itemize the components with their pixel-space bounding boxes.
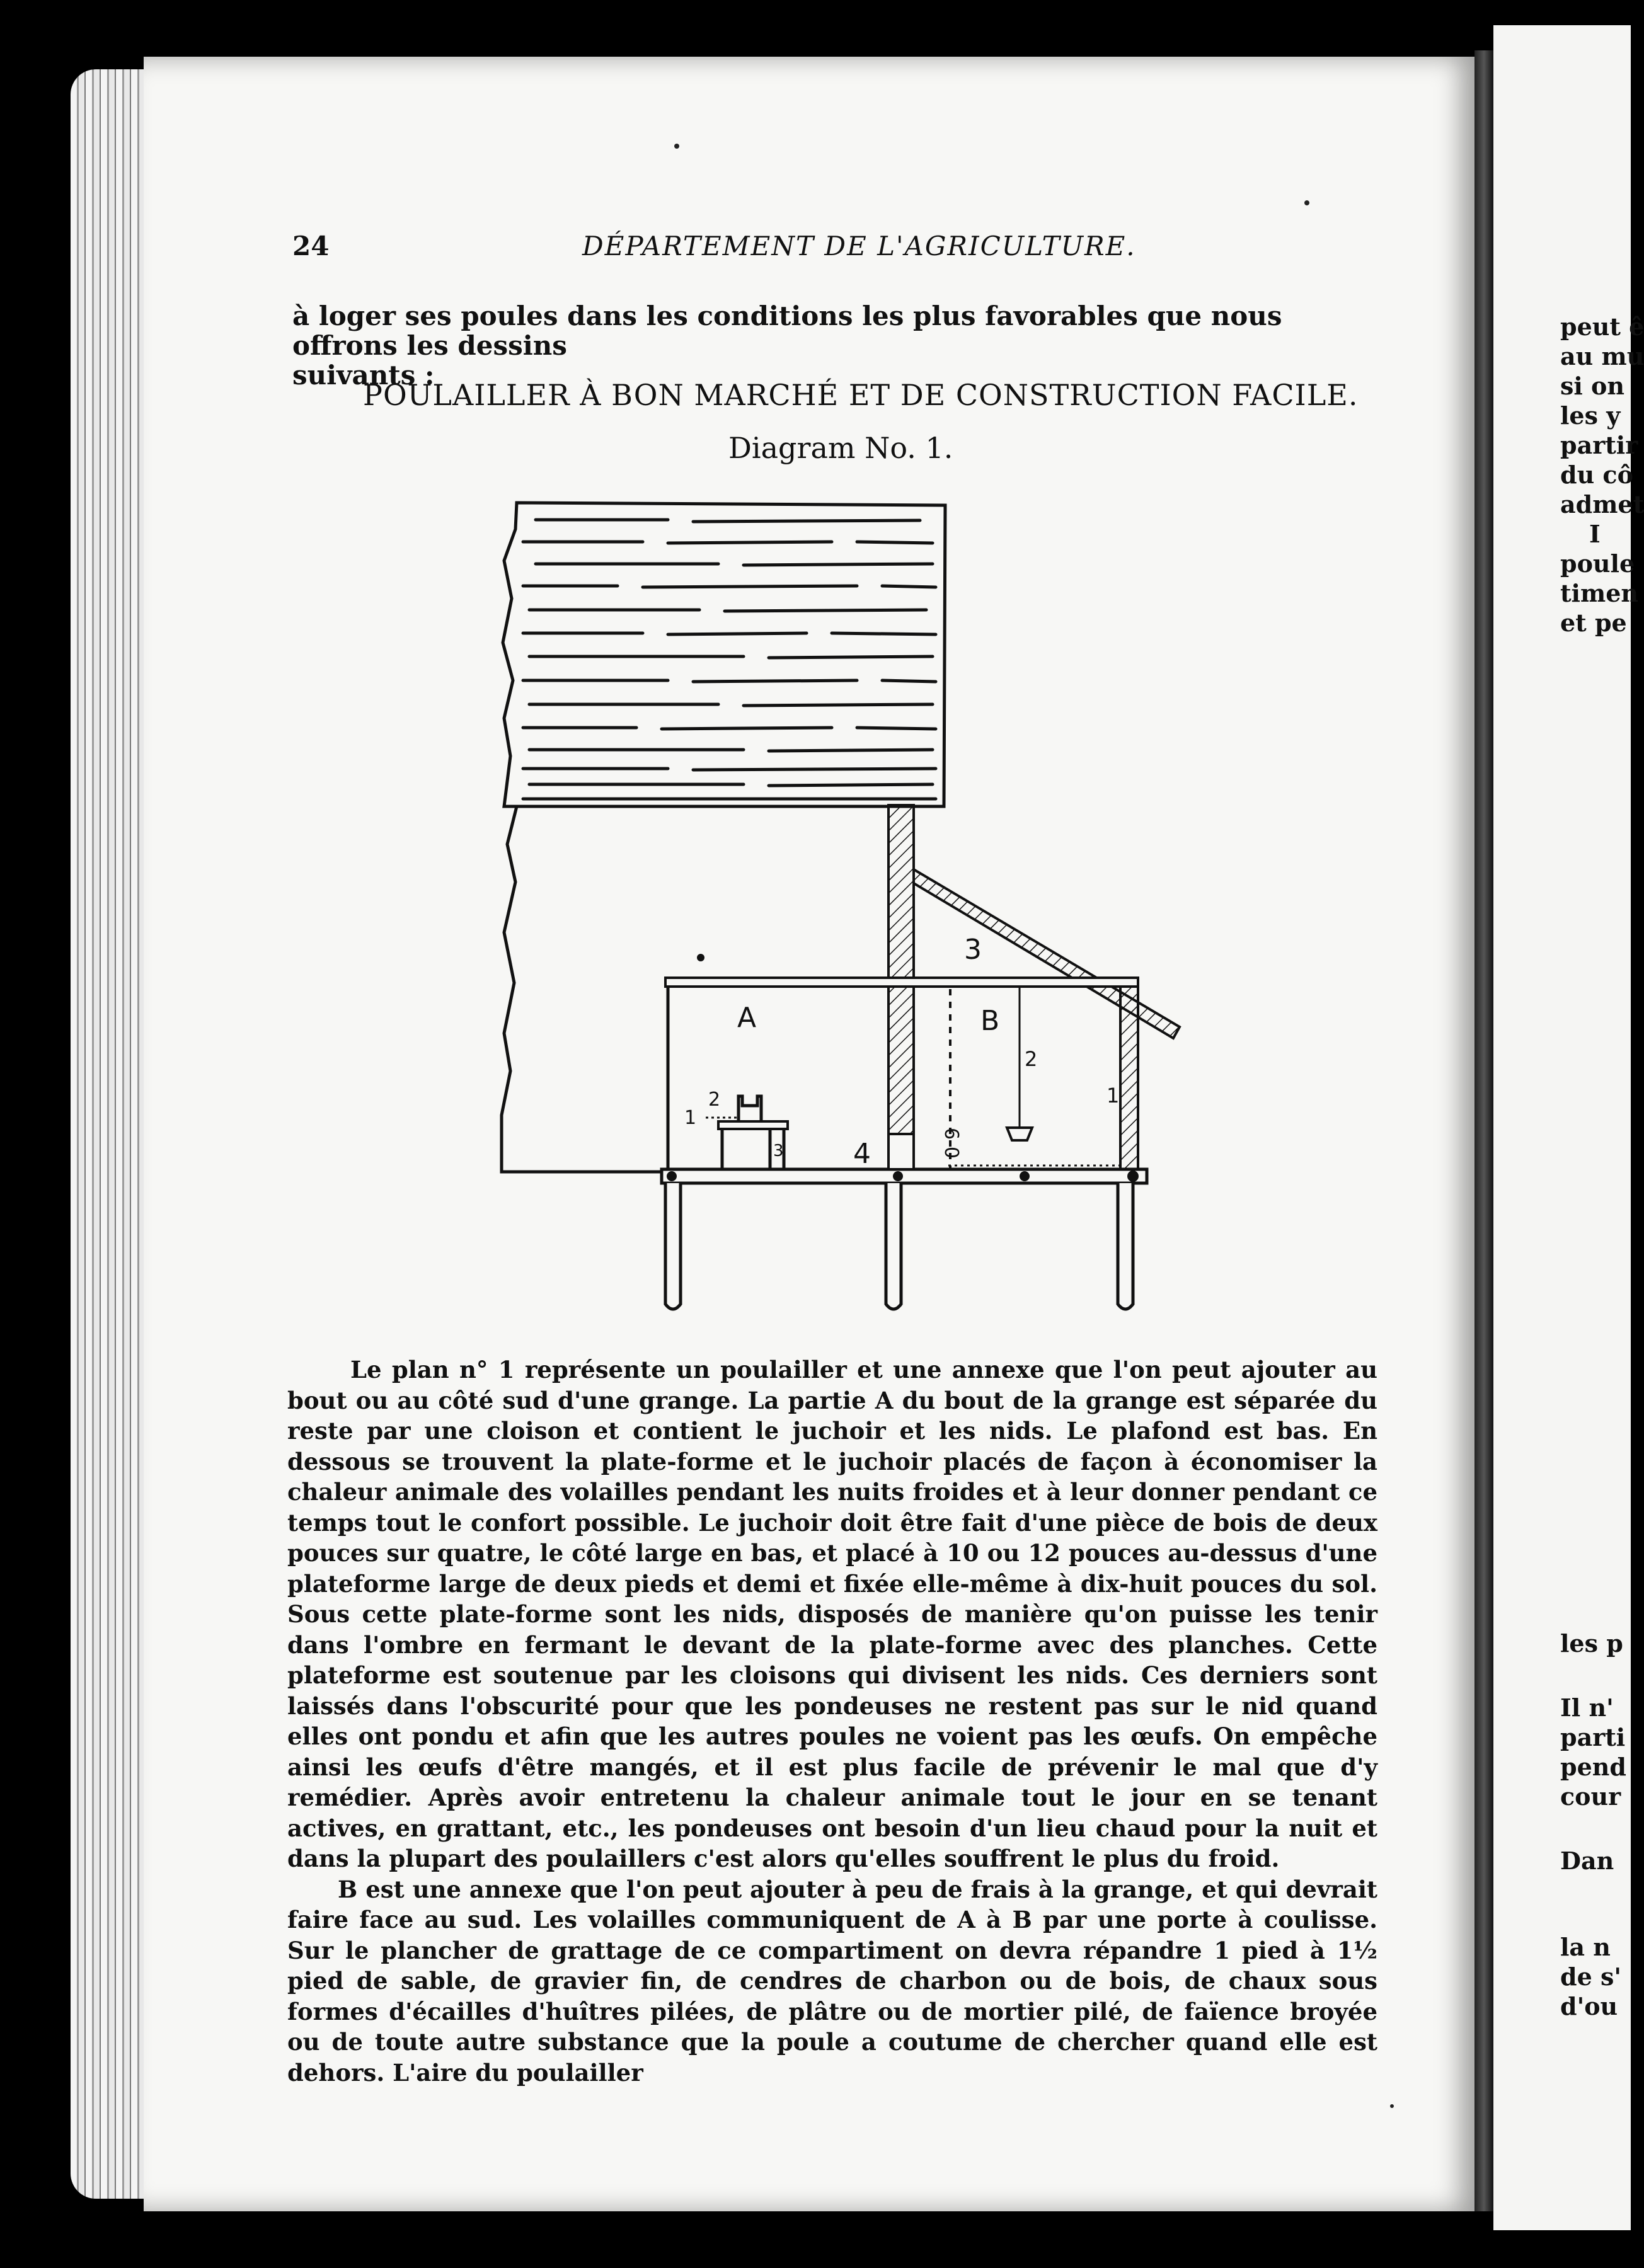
right-page-text-top	[1560, 312, 1644, 638]
dimension-label: 6-0	[940, 1128, 962, 1159]
right-line: au mu	[1560, 342, 1644, 370]
ceiling	[665, 978, 1138, 987]
right-line: partir	[1560, 431, 1638, 459]
right-line: de s'	[1560, 1962, 1622, 1991]
label-4: 4	[853, 1138, 871, 1170]
diagram-svg	[479, 491, 1197, 1329]
body-text	[287, 1354, 1377, 2088]
right-line: peut ê	[1560, 312, 1644, 341]
right-line: Il n'	[1560, 1693, 1614, 1722]
label-2-left: 2	[708, 1089, 721, 1111]
intro-line: à loger ses poules dans les conditions les plus favorables que nous offrons les dessins	[292, 301, 1282, 361]
page-number: 24	[292, 231, 330, 261]
paragraph: Le plan n° 1 représente un poulailler et une annexe que l'on peut ajouter au bout ou au côté sud d'une grange. La partie A du bout de la grange est séparée du reste par une cloison et contient le juchoir et les nids. Le plafond est bas. En dessous se trouvent la plate-forme et le juchoir placés de façon à économiser la chaleur animale des volailles pendant les nuits froides et à leur donner pendant ce temps tout le confort possible. Le juchoir doit être fait d'une pièce de bois de deux pouces sur quatre, le côté large en bas, et placé à 10 ou 12 pouces au-dessus d'une plateforme large de deux pieds et demi et fixée elle-même à dix-huit pouces du sol. Sous cette plate-forme sont les nids, disposés de manière qu'on puisse les tenir dans l'ombre en fermant le devant de la plate-forme avec des planches. Cette plateforme est soutenue par les cloisons qui divisent les nids. Ces derniers sont laissés dans l'obscurité pour que les pondeuses ne restent pas sur le nid quand elles ont pondu et afin que les autres poules ne voient pas les œufs. On empêche ainsi les œufs d'être mangés, et il est plus facile de prévenir le mal que d'y remédier. Après avoir entretenu la chaleur animale tout le jour en se tenant actives, en grattant, etc., les pondeuses ont besoin d'un lieu chaud pour la nuit et dans la plupart des poulaillers c'est alors qu'elles souffrent le plus du froid.	[287, 1356, 1377, 1872]
annex-wall	[1120, 987, 1138, 1171]
label-1-right: 1	[1107, 1084, 1120, 1108]
paragraph: B est une annexe que l'on peut ajouter à peu de frais à la grange, et qui devrait faire face au sud. Les volailles communiquent de A à B par une porte à coulisse. Sur le plancher de grattage de ce compartiment on devra répandre 1 pied à 1½ pied de sable, de gravier fin, de cendres de charbon ou de bois, de chaux sous formes d'écailles d'huîtres pilées, de plâtre ou de mortier pilé, de faïence broyée ou de toute autre substance que la poule a coutume de chercher quand elle est dehors. L'aire du poulailler	[287, 1875, 1377, 2087]
diagram-caption: Diagram No. 1.	[728, 431, 953, 465]
speck	[674, 144, 679, 149]
speck	[1304, 200, 1309, 205]
right-line: du cô	[1560, 461, 1633, 489]
annex-roof	[914, 869, 1180, 1038]
hanging-feeder	[1007, 1128, 1032, 1140]
right-line: les y	[1560, 401, 1621, 430]
right-line: parti	[1560, 1723, 1626, 1751]
right-page-text-bottom	[1560, 1629, 1626, 2021]
label-3-small: 3	[773, 1142, 784, 1160]
right-line: cour	[1560, 1782, 1621, 1811]
right-line: d'ou	[1560, 1992, 1618, 2020]
section-heading: POULAILLER À BON MARCHÉ ET DE CONSTRUCTION FACILE.	[363, 378, 1359, 412]
label-1-left: 1	[684, 1107, 697, 1129]
roost	[739, 1096, 761, 1121]
floor-beam	[662, 1169, 1147, 1183]
right-line: I	[1589, 520, 1601, 548]
right-line: pend	[1560, 1753, 1626, 1781]
book-gutter	[1474, 50, 1493, 2211]
leg	[665, 1183, 681, 1309]
speck	[1390, 2104, 1394, 2108]
label-b: B	[980, 1005, 1000, 1037]
right-line: et pe	[1560, 609, 1627, 637]
running-head: DÉPARTEMENT DE L'AGRICULTURE.	[582, 231, 1136, 261]
right-line: poule	[1560, 549, 1635, 578]
right-line: Dan	[1560, 1847, 1614, 1875]
nest-platform	[718, 1121, 788, 1129]
label-2-right: 2	[1025, 1047, 1038, 1071]
leg	[1118, 1183, 1133, 1309]
right-line: la n	[1560, 1933, 1611, 1961]
poultry-house-diagram	[479, 491, 1197, 1329]
barn-roof	[503, 503, 945, 806]
intro-text	[292, 301, 1389, 390]
right-line: admet	[1560, 490, 1644, 518]
right-line: timen	[1560, 579, 1639, 607]
intro-line: suivants :	[292, 360, 435, 391]
right-line: si on	[1560, 372, 1625, 400]
label-3-top: 3	[964, 934, 982, 966]
label-a: A	[737, 1002, 757, 1034]
barn-wall-edge	[502, 806, 668, 1172]
right-line: les p	[1560, 1629, 1623, 1658]
leg	[886, 1183, 901, 1309]
